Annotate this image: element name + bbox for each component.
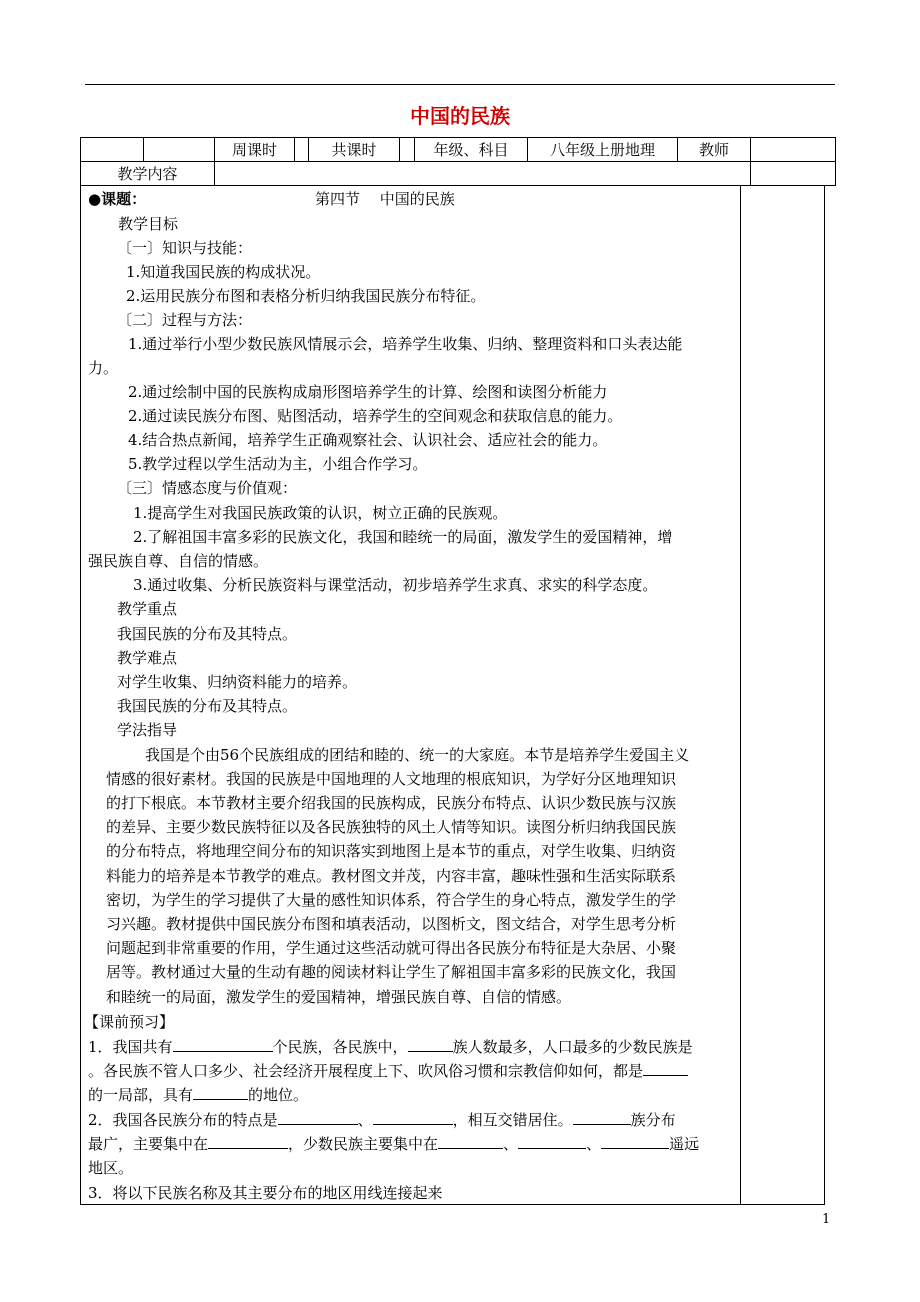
fill-blank[interactable] <box>278 1110 358 1125</box>
fill-blank[interactable] <box>518 1134 586 1149</box>
question-1-line: 。各民族不管人口多少、社会经济开展程度上下、吹风俗习惯和宗教信仰如何，都是 <box>88 1061 688 1081</box>
method-paragraph-line: 的差异、主要少数民族特征以及各民族独特的风土人情等知识。读图分析归纳我国民族 <box>106 818 677 836</box>
question-3-line: 3．将以下民族名称及其主要分布的地区用线连接起来 <box>88 1184 443 1202</box>
method-heading: 学法指导 <box>117 721 178 739</box>
fill-blank[interactable] <box>438 1134 503 1149</box>
goal-item: 2.通过绘制中国的民族构成扇形图培养学生的计算、绘图和读图分析能力 <box>128 383 608 401</box>
goal-item: 力。 <box>88 359 119 377</box>
header-cell <box>295 138 309 162</box>
goal-item: 2.通过读民族分布图、贴图活动，培养学生的空间观念和获取信息的能力。 <box>128 407 623 425</box>
goal-item: 3.通过收集、分析民族资料与课堂活动，初步培养学生求真、求实的科学态度。 <box>133 576 658 594</box>
fill-blank[interactable] <box>208 1134 288 1149</box>
method-paragraph-line: 居等。教材通过大量的生动有趣的阅读材料让学生了解祖国丰富多彩的民族文化，我国 <box>106 963 677 981</box>
header-cell <box>144 138 215 162</box>
method-paragraph-line: 和睦统一的局面，激发学生的爱国精神，增强民族自尊、自信的情感。 <box>106 988 572 1006</box>
difficulty-text: 我国民族的分布及其特点。 <box>117 697 298 715</box>
header-rule <box>85 84 835 85</box>
goal-item: 1.知道我国民族的构成状况。 <box>126 263 321 281</box>
question-1-line: 的一局部，具有 的地位。 <box>88 1086 309 1104</box>
teacher-label: 教师 <box>678 138 751 162</box>
difficulty-text: 对学生收集、归纳资料能力的培养。 <box>117 673 358 691</box>
goal-item: 2.运用民族分布图和表格分析归纳我国民族分布特征。 <box>126 287 486 305</box>
fill-blank[interactable] <box>373 1110 453 1125</box>
section-attitude: 〔三〕情感态度与价值观： <box>117 479 298 497</box>
method-paragraph-line: 情感的很好素材。我国的民族是中国地理的人文地理的根底知识，为学好分区地理知识 <box>106 770 677 788</box>
key-text: 我国民族的分布及其特点。 <box>117 625 298 643</box>
fill-blank[interactable] <box>643 1061 688 1076</box>
fill-blank[interactable] <box>408 1037 453 1052</box>
header-cell <box>400 138 415 162</box>
grade-subject-value: 八年级上册地理 <box>528 138 678 162</box>
fill-blank[interactable] <box>193 1085 248 1100</box>
goal-item: 1.通过举行小型少数民族风情展示会，培养学生收集、归纳、整理资料和口头表达能 <box>128 335 683 353</box>
method-paragraph-line: 料能力的培养是本节教学的难点。教材图文并茂，内容丰富，趣味性强和生活实际联系 <box>106 867 677 885</box>
question-2-line: 最广，主要集中在 ，少数民族主要集中在 、 、 遥远 <box>88 1135 700 1153</box>
goal-item: 2.了解祖国丰富多彩的民族文化，我国和睦统一的局面，激发学生的爱国精神，增 <box>133 528 673 546</box>
section-process: 〔二〕过程与方法： <box>117 311 253 329</box>
goal-item: 4.结合热点新闻，培养学生正确观察社会、认识社会、适应社会的能力。 <box>128 431 608 449</box>
goal-item: 5.教学过程以学生活动为主，小组合作学习。 <box>128 455 428 473</box>
header-cell <box>751 162 836 186</box>
header-table <box>80 137 836 186</box>
key-heading: 教学重点 <box>117 600 178 618</box>
method-paragraph-line: 的打下根底。本节教材主要介绍我国的民族构成，民族分布特点、认识少数民族与汉族 <box>106 794 677 812</box>
teacher-value <box>751 138 836 162</box>
total-hours-label: 共课时 <box>309 138 400 162</box>
method-paragraph-line: 我国是个由56个民族组成的团结和睦的、统一的大家庭。本节是培养学生爱国主义 <box>145 746 690 764</box>
fill-blank[interactable] <box>601 1134 669 1149</box>
method-paragraph-line: 密切，为学生的学习提供了大量的感性知识体系，符合学生的身心特点，激发学生的学 <box>106 891 677 909</box>
teaching-content-value <box>215 162 751 186</box>
header-cell <box>81 138 144 162</box>
topic-label: ●课题： <box>88 190 147 208</box>
topic-value: 第四节 中国的民族 <box>315 190 455 208</box>
page-number: 1 <box>822 1212 831 1227</box>
goals-heading: 教学目标 <box>118 215 179 233</box>
right-column-divider <box>740 185 741 1205</box>
method-paragraph-line: 习兴趣。教材提供中国民族分布图和填表活动，以图析文，图文结合，对学生思考分析 <box>106 915 677 933</box>
question-2-line: 2．我国各民族分布的特点是 、 ，相互交错居住。 族分布 <box>88 1111 676 1129</box>
weekly-hours-label: 周课时 <box>215 138 295 162</box>
method-paragraph-line: 的分布特点，将地理空间分布的知识落实到地图上是本节的重点，对学生收集、归纳资 <box>106 842 677 860</box>
question-2-line: 地区。 <box>88 1159 134 1177</box>
preview-heading: 【课前预习】 <box>84 1013 175 1031</box>
difficulty-heading: 教学难点 <box>117 649 178 667</box>
grade-subject-label: 年级、科目 <box>415 138 528 162</box>
fill-blank[interactable] <box>573 1110 631 1125</box>
method-paragraph-line: 问题起到非常重要的作用，学生通过这些活动就可得出各民族分布特征是大杂居、小聚 <box>106 939 677 957</box>
goal-item: 1.提高学生对我国民族政策的认识，树立正确的民族观。 <box>133 504 508 522</box>
question-1-line: 1．我国共有 个民族，各民族中， 族人数最多，人口最多的少数民族是 <box>88 1038 693 1056</box>
page-title: 中国的民族 <box>410 104 510 128</box>
teaching-content-label: 教学内容 <box>81 162 215 186</box>
goal-item: 强民族自尊、自信的情感。 <box>88 552 269 570</box>
section-knowledge: 〔一〕知识与技能： <box>117 239 253 257</box>
fill-blank[interactable] <box>173 1037 273 1052</box>
